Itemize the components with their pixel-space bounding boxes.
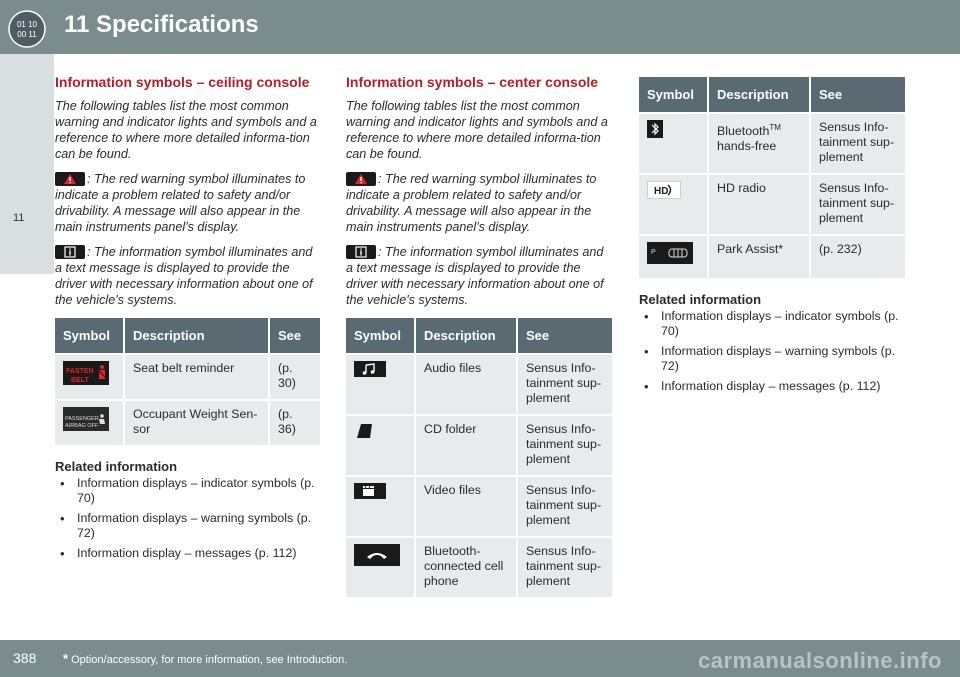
related-heading: Related information — [639, 292, 762, 307]
chapter-number: 11 — [13, 212, 25, 224]
column-header: See — [810, 77, 905, 113]
center-console-section — [346, 74, 612, 597]
svg-text:P: P — [651, 249, 656, 256]
svg-text:00 11: 00 11 — [17, 30, 37, 39]
see-cell: Sensus Info-tainment sup-plement — [517, 354, 612, 415]
column-header: Description — [708, 77, 810, 113]
column-header: Description — [415, 318, 517, 354]
information-icon — [55, 245, 85, 259]
see-cell: Sensus Info-tainment sup-plement — [517, 537, 612, 597]
chapter-title: 11 Specifications — [64, 11, 259, 38]
see-cell: (p. 36) — [269, 400, 320, 445]
chapter-tab — [0, 54, 54, 274]
table-row — [55, 400, 320, 445]
symbol-cell — [639, 113, 708, 174]
symbol-cell — [346, 537, 415, 597]
symbol-table — [346, 318, 612, 597]
related-link[interactable]: • Information display – messages (p. 112) — [55, 546, 320, 561]
warning-paragraph — [55, 171, 320, 235]
warning-text: : The red warning symbol illuminates to indicate a problem related to safety and/or drivability. A message will also appear in the main instruments panel's display. — [55, 172, 306, 234]
description-cell: Bluetooth-connected cell phone — [415, 537, 517, 597]
table-row — [639, 235, 905, 278]
table-row — [55, 354, 320, 400]
svg-text:01 10: 01 10 — [16, 20, 38, 29]
warning-triangle-icon — [346, 172, 376, 186]
table-row — [346, 354, 612, 415]
symbol-table — [639, 77, 905, 278]
symbol-cell — [55, 400, 124, 445]
description-cell: HD radio — [708, 174, 810, 235]
table-row — [346, 415, 612, 476]
chapter-badge-icon — [8, 10, 46, 48]
description-cell: Bluetooth™ hands-free — [708, 113, 810, 174]
symbol-cell — [55, 354, 124, 400]
description-cell: Occupant Weight Sen-sor — [124, 400, 269, 445]
hd-radio-icon — [647, 181, 681, 199]
column-header: Symbol — [55, 318, 124, 354]
symbol-cell — [639, 174, 708, 235]
symbol-cell — [639, 235, 708, 278]
description-cell: Park Assist* — [708, 235, 810, 278]
table-row — [639, 174, 905, 235]
intro-text: The following tables list the most common warning and indicator lights and symbols and a reference to where more detailed informa-tion can be found. — [346, 99, 608, 161]
info-paragraph — [55, 244, 320, 308]
table-row — [346, 537, 612, 597]
related-link[interactable]: • Information displays – warning symbols (p. 72) — [55, 511, 320, 541]
music-note-icon — [354, 361, 386, 377]
column-header: See — [517, 318, 612, 354]
ceiling-console-section — [55, 74, 320, 566]
watermark: carmanualsonline.info — [698, 648, 942, 673]
see-cell: Sensus Info-tainment sup-plement — [810, 174, 905, 235]
info-paragraph — [346, 244, 612, 308]
related-heading: Related information — [55, 459, 178, 474]
passenger-airbag-off-icon: PASSENGER AIRBAG OFF — [63, 407, 109, 431]
information-icon — [346, 245, 376, 259]
description-cell: CD folder — [415, 415, 517, 476]
section-heading: Information symbols – ceiling console — [55, 74, 310, 90]
table-row — [639, 113, 905, 174]
table-row — [346, 476, 612, 537]
info-text: : The information symbol illuminates and a text message is displayed to provide the driver with necessary information about one of the vehicle's systems. — [55, 245, 313, 307]
related-link[interactable]: • Information displays – warning symbols (p. 72) — [639, 344, 905, 374]
column-header: Symbol — [639, 77, 708, 113]
description-cell: Audio files — [415, 354, 517, 415]
page-number: 388 — [13, 650, 37, 666]
cd-folder-icon — [354, 422, 386, 440]
warning-paragraph — [346, 171, 612, 235]
symbol-table — [55, 318, 320, 445]
intro-text: The following tables list the most common warning and indicator lights and symbols and a reference to where more detailed informa-tion can be found. — [55, 99, 317, 161]
video-clapper-icon — [354, 483, 386, 499]
symbol-cell — [346, 415, 415, 476]
page-header — [0, 0, 960, 54]
description-cell: Video files — [415, 476, 517, 537]
bluetooth-icon — [647, 120, 663, 138]
fasten-belt-icon: FASTEN BELT — [63, 361, 109, 385]
footnote: * Option/accessory, for more information, see Introduction. — [63, 651, 348, 666]
related-link[interactable]: • Information display – messages (p. 112) — [639, 379, 905, 394]
svg-text:HD: HD — [654, 186, 669, 197]
see-cell: Sensus Info-tainment sup-plement — [810, 113, 905, 174]
warning-triangle-icon — [55, 172, 85, 186]
see-cell: Sensus Info-tainment sup-plement — [517, 476, 612, 537]
right-section — [639, 77, 905, 399]
column-header: Symbol — [346, 318, 415, 354]
related-link[interactable]: • Information displays – indicator symbols (p. 70) — [639, 309, 905, 339]
see-cell: (p. 232) — [810, 235, 905, 278]
related-information — [55, 459, 320, 561]
park-assist-icon — [647, 242, 693, 264]
description-cell: Seat belt reminder — [124, 354, 269, 400]
section-heading: Information symbols – center console — [346, 74, 599, 90]
related-link[interactable]: • Information displays – indicator symbols (p. 70) — [55, 476, 320, 506]
symbol-cell — [346, 476, 415, 537]
column-header: Description — [124, 318, 269, 354]
see-cell: (p. 30) — [269, 354, 320, 400]
column-header: See — [269, 318, 320, 354]
warning-text: : The red warning symbol illuminates to indicate a problem related to safety and/or drivability. A message will also appear in the main instruments panel's display. — [346, 172, 597, 234]
symbol-cell — [346, 354, 415, 415]
phone-handset-icon — [354, 544, 400, 566]
related-information — [639, 292, 905, 394]
info-text: : The information symbol illuminates and a text message is displayed to provide the driver with necessary information about one of the vehicle's systems. — [346, 245, 604, 307]
see-cell: Sensus Info-tainment sup-plement — [517, 415, 612, 476]
